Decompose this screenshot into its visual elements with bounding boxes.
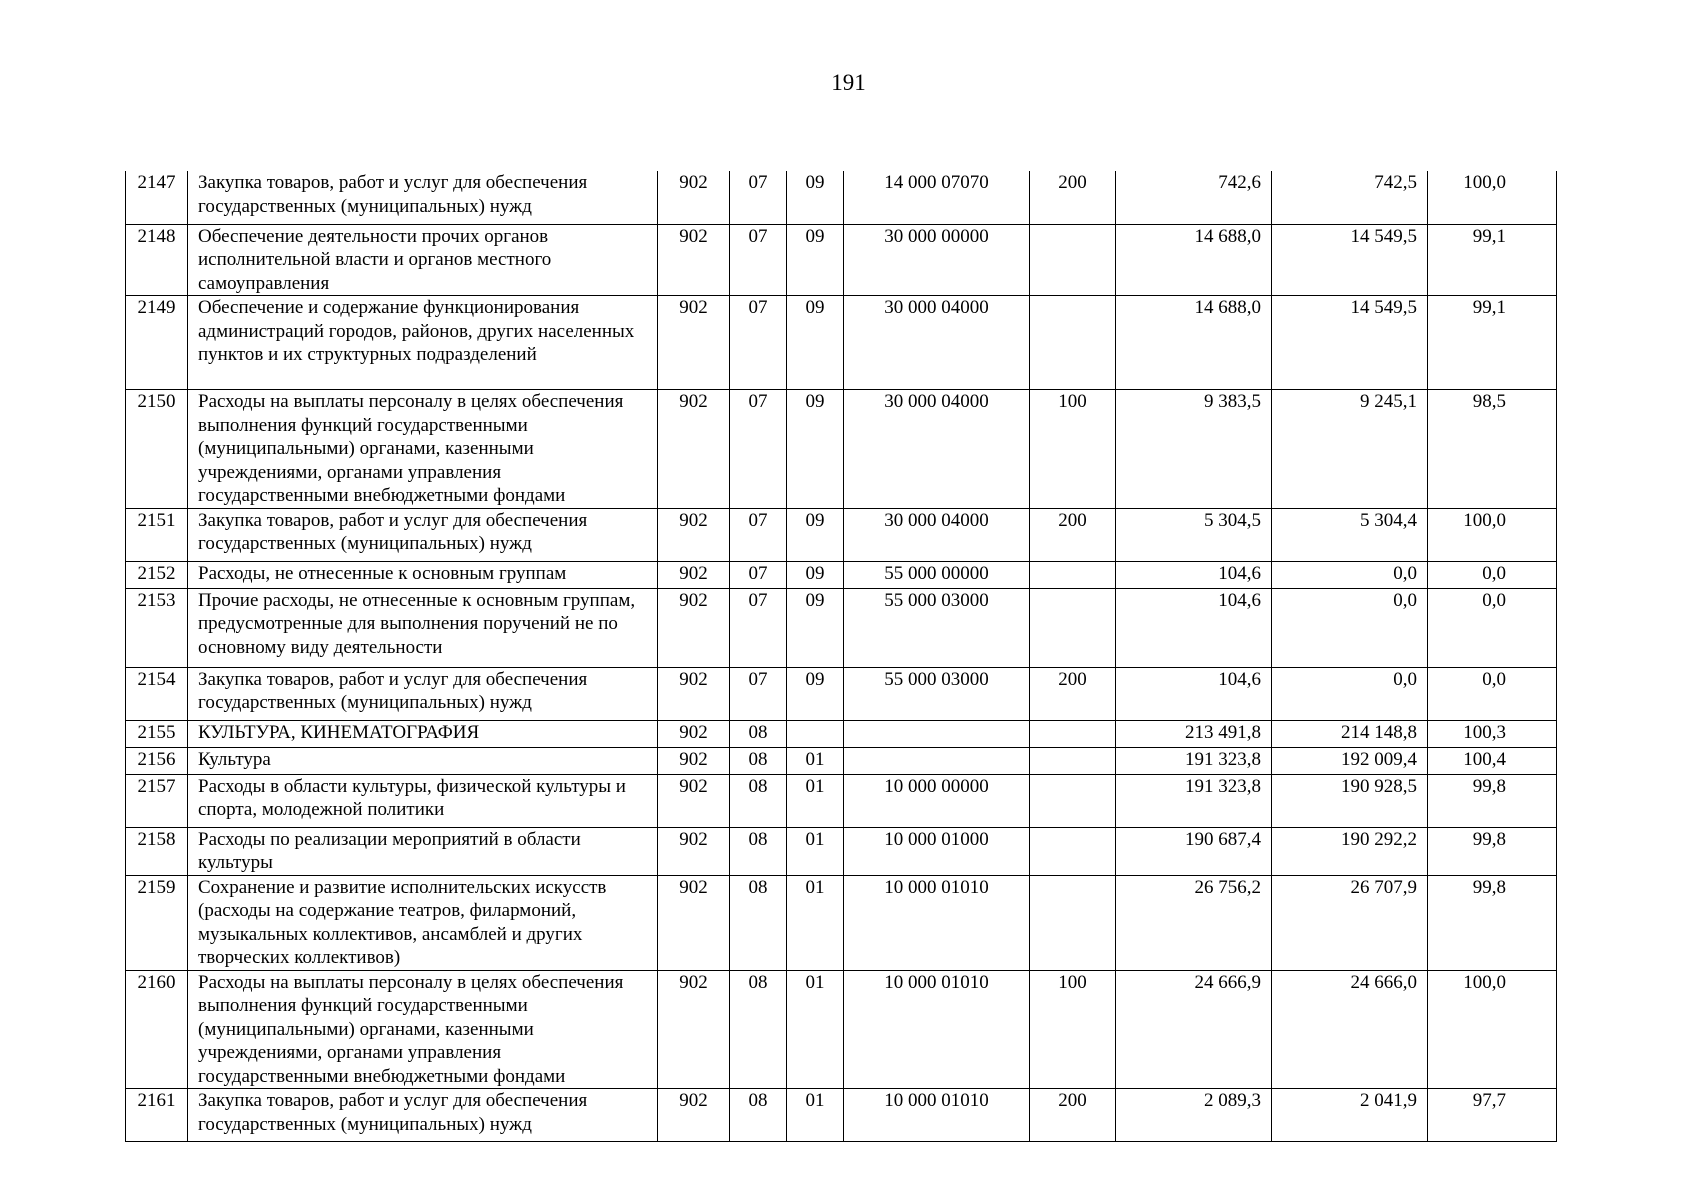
table-row [126, 827, 1557, 875]
planned-amount: 104,6 [1116, 561, 1272, 588]
target-article-code: 10 000 01010 [844, 875, 1030, 970]
actual-amount: 192 009,4 [1272, 747, 1428, 774]
table-row [126, 720, 1557, 747]
expense-type-code: 200 [1030, 1089, 1116, 1142]
actual-amount: 0,0 [1272, 588, 1428, 667]
expense-name: Расходы, не отнесенные к основным группам [188, 561, 658, 588]
department-code: 902 [658, 390, 730, 509]
target-article-code: 55 000 00000 [844, 561, 1030, 588]
expense-name: Закупка товаров, работ и услуг для обеспечения государственных (муниципальных) нужд [188, 667, 658, 720]
expense-type-code: 200 [1030, 171, 1116, 224]
expense-type-code [1030, 588, 1116, 667]
subsection-code: 09 [787, 588, 844, 667]
department-code: 902 [658, 827, 730, 875]
page-number: 191 [831, 70, 866, 95]
planned-amount: 26 756,2 [1116, 875, 1272, 970]
planned-amount: 14 688,0 [1116, 224, 1272, 296]
table-row [126, 1089, 1557, 1142]
row-number: 2148 [126, 224, 188, 296]
table-row [126, 508, 1557, 561]
section-code: 08 [730, 827, 787, 875]
execution-percent: 97,7 [1428, 1089, 1557, 1142]
planned-amount: 213 491,8 [1116, 720, 1272, 747]
actual-amount: 5 304,4 [1272, 508, 1428, 561]
department-code: 902 [658, 296, 730, 390]
execution-percent: 98,5 [1428, 390, 1557, 509]
execution-percent: 99,1 [1428, 224, 1557, 296]
expense-name: Закупка товаров, работ и услуг для обеспечения государственных (муниципальных) нужд [188, 1089, 658, 1142]
target-article-code [844, 720, 1030, 747]
section-code: 08 [730, 875, 787, 970]
section-code: 07 [730, 588, 787, 667]
subsection-code: 01 [787, 1089, 844, 1142]
expense-name: Обеспечение деятельности прочих органов исполнительной власти и органов местного самоуправления [188, 224, 658, 296]
table-row [126, 875, 1557, 970]
expense-type-code [1030, 296, 1116, 390]
section-code: 07 [730, 224, 787, 296]
execution-percent: 99,8 [1428, 774, 1557, 827]
execution-percent: 0,0 [1428, 588, 1557, 667]
department-code: 902 [658, 171, 730, 224]
table-row [126, 561, 1557, 588]
expense-type-code [1030, 747, 1116, 774]
subsection-code: 09 [787, 508, 844, 561]
actual-amount: 742,5 [1272, 171, 1428, 224]
budget-table [125, 171, 1557, 1142]
department-code: 902 [658, 720, 730, 747]
expense-name: Сохранение и развитие исполнительских искусств (расходы на содержание театров, филармоний, музыкальных коллективов, ансамблей и других творческих коллективов) [188, 875, 658, 970]
planned-amount: 2 089,3 [1116, 1089, 1272, 1142]
subsection-code: 01 [787, 774, 844, 827]
execution-percent: 0,0 [1428, 667, 1557, 720]
subsection-code: 01 [787, 827, 844, 875]
expense-name: Закупка товаров, работ и услуг для обеспечения государственных (муниципальных) нужд [188, 508, 658, 561]
department-code: 902 [658, 588, 730, 667]
row-number: 2154 [126, 667, 188, 720]
section-code: 07 [730, 561, 787, 588]
actual-amount: 214 148,8 [1272, 720, 1428, 747]
expense-name: Культура [188, 747, 658, 774]
row-number: 2160 [126, 970, 188, 1089]
planned-amount: 191 323,8 [1116, 747, 1272, 774]
actual-amount: 26 707,9 [1272, 875, 1428, 970]
department-code: 902 [658, 508, 730, 561]
expense-name: Расходы на выплаты персоналу в целях обеспечения выполнения функций государственными (муниципальными) органами, казенными учреждениями, органами управления государственными внебюджетными фондами [188, 970, 658, 1089]
actual-amount: 190 928,5 [1272, 774, 1428, 827]
expense-type-code [1030, 224, 1116, 296]
target-article-code: 30 000 04000 [844, 296, 1030, 390]
execution-percent: 99,8 [1428, 875, 1557, 970]
expense-type-code: 200 [1030, 508, 1116, 561]
execution-percent: 100,0 [1428, 970, 1557, 1089]
row-number: 2155 [126, 720, 188, 747]
execution-percent: 100,0 [1428, 171, 1557, 224]
expense-name: Закупка товаров, работ и услуг для обеспечения государственных (муниципальных) нужд [188, 171, 658, 224]
section-code: 07 [730, 667, 787, 720]
target-article-code: 55 000 03000 [844, 667, 1030, 720]
section-code: 07 [730, 171, 787, 224]
target-article-code: 10 000 00000 [844, 774, 1030, 827]
row-number: 2149 [126, 296, 188, 390]
planned-amount: 742,6 [1116, 171, 1272, 224]
department-code: 902 [658, 667, 730, 720]
subsection-code: 09 [787, 390, 844, 509]
actual-amount: 9 245,1 [1272, 390, 1428, 509]
table-row [126, 970, 1557, 1089]
expense-name: КУЛЬТУРА, КИНЕМАТОГРАФИЯ [188, 720, 658, 747]
expense-type-code: 100 [1030, 390, 1116, 509]
actual-amount: 2 041,9 [1272, 1089, 1428, 1142]
table-row [126, 224, 1557, 296]
expense-name: Расходы по реализации мероприятий в области культуры [188, 827, 658, 875]
row-number: 2151 [126, 508, 188, 561]
table-row [126, 296, 1557, 390]
table-row [126, 774, 1557, 827]
subsection-code: 09 [787, 667, 844, 720]
row-number: 2147 [126, 171, 188, 224]
actual-amount: 190 292,2 [1272, 827, 1428, 875]
subsection-code: 09 [787, 561, 844, 588]
execution-percent: 100,0 [1428, 508, 1557, 561]
target-article-code: 10 000 01010 [844, 1089, 1030, 1142]
actual-amount: 0,0 [1272, 561, 1428, 588]
expense-type-code: 100 [1030, 970, 1116, 1089]
section-code: 07 [730, 390, 787, 509]
planned-amount: 24 666,9 [1116, 970, 1272, 1089]
expense-name: Обеспечение и содержание функционирования администраций городов, районов, других населенных пунктов и их структурных подразделений [188, 296, 658, 390]
expense-name: Расходы на выплаты персоналу в целях обеспечения выполнения функций государственными (муниципальными) органами, казенными учреждениями, органами управления государственными внебюджетными фондами [188, 390, 658, 509]
row-number: 2159 [126, 875, 188, 970]
expense-type-code [1030, 561, 1116, 588]
execution-percent: 100,4 [1428, 747, 1557, 774]
planned-amount: 191 323,8 [1116, 774, 1272, 827]
actual-amount: 14 549,5 [1272, 224, 1428, 296]
subsection-code: 01 [787, 970, 844, 1089]
section-code: 07 [730, 508, 787, 561]
expense-type-code [1030, 875, 1116, 970]
table-row [126, 667, 1557, 720]
row-number: 2153 [126, 588, 188, 667]
subsection-code: 09 [787, 296, 844, 390]
target-article-code: 30 000 04000 [844, 508, 1030, 561]
execution-percent: 99,1 [1428, 296, 1557, 390]
row-number: 2157 [126, 774, 188, 827]
department-code: 902 [658, 875, 730, 970]
target-article-code: 10 000 01000 [844, 827, 1030, 875]
subsection-code: 01 [787, 875, 844, 970]
expense-name: Расходы в области культуры, физической культуры и спорта, молодежной политики [188, 774, 658, 827]
section-code: 08 [730, 774, 787, 827]
expense-type-code [1030, 720, 1116, 747]
section-code: 08 [730, 747, 787, 774]
planned-amount: 5 304,5 [1116, 508, 1272, 561]
department-code: 902 [658, 1089, 730, 1142]
expense-name: Прочие расходы, не отнесенные к основным группам, предусмотренные для выполнения поручений не по основному виду деятельности [188, 588, 658, 667]
target-article-code: 55 000 03000 [844, 588, 1030, 667]
expense-type-code [1030, 774, 1116, 827]
expense-type-code [1030, 827, 1116, 875]
department-code: 902 [658, 774, 730, 827]
actual-amount: 14 549,5 [1272, 296, 1428, 390]
row-number: 2161 [126, 1089, 188, 1142]
target-article-code: 10 000 01010 [844, 970, 1030, 1089]
section-code: 08 [730, 720, 787, 747]
section-code: 08 [730, 970, 787, 1089]
department-code: 902 [658, 561, 730, 588]
table-row [126, 747, 1557, 774]
subsection-code [787, 720, 844, 747]
execution-percent: 100,3 [1428, 720, 1557, 747]
planned-amount: 9 383,5 [1116, 390, 1272, 509]
table-row [126, 390, 1557, 509]
target-article-code: 30 000 00000 [844, 224, 1030, 296]
table-row [126, 588, 1557, 667]
section-code: 08 [730, 1089, 787, 1142]
actual-amount: 0,0 [1272, 667, 1428, 720]
planned-amount: 14 688,0 [1116, 296, 1272, 390]
department-code: 902 [658, 224, 730, 296]
row-number: 2156 [126, 747, 188, 774]
planned-amount: 190 687,4 [1116, 827, 1272, 875]
target-article-code: 30 000 04000 [844, 390, 1030, 509]
target-article-code: 14 000 07070 [844, 171, 1030, 224]
execution-percent: 99,8 [1428, 827, 1557, 875]
row-number: 2152 [126, 561, 188, 588]
target-article-code [844, 747, 1030, 774]
row-number: 2150 [126, 390, 188, 509]
subsection-code: 01 [787, 747, 844, 774]
section-code: 07 [730, 296, 787, 390]
row-number: 2158 [126, 827, 188, 875]
expense-type-code: 200 [1030, 667, 1116, 720]
table-row [126, 171, 1557, 224]
execution-percent: 0,0 [1428, 561, 1557, 588]
actual-amount: 24 666,0 [1272, 970, 1428, 1089]
planned-amount: 104,6 [1116, 588, 1272, 667]
department-code: 902 [658, 970, 730, 1089]
subsection-code: 09 [787, 224, 844, 296]
subsection-code: 09 [787, 171, 844, 224]
department-code: 902 [658, 747, 730, 774]
planned-amount: 104,6 [1116, 667, 1272, 720]
